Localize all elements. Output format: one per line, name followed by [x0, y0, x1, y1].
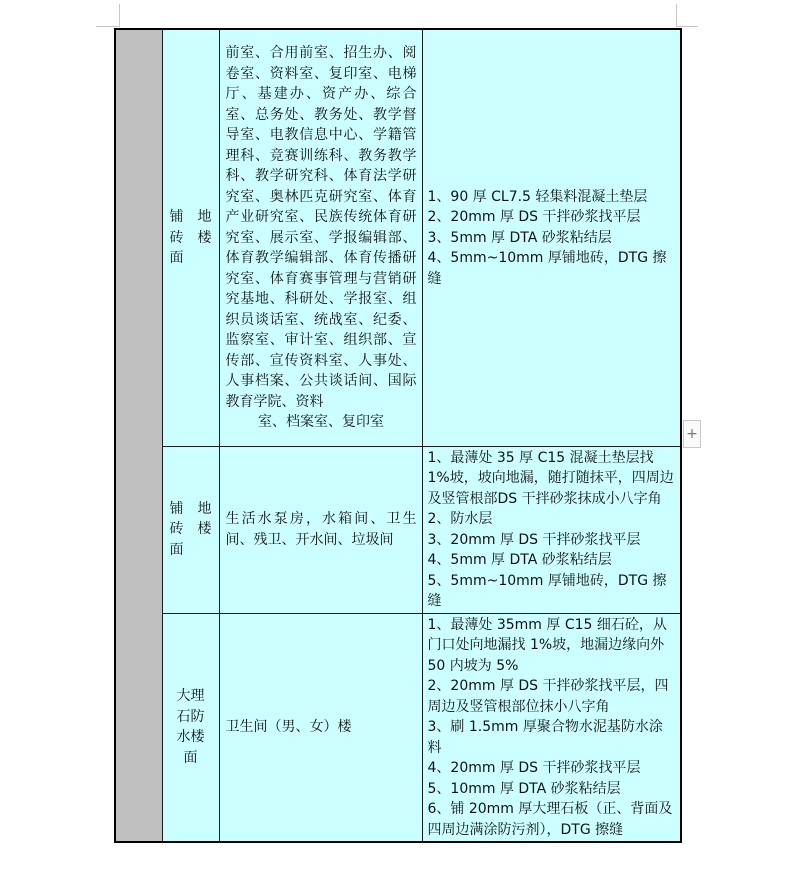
step-item: 2、20mm 厚 DS 干拌砂浆找平层 [427, 209, 641, 225]
page-corner-mark [119, 4, 120, 27]
step-item: 5、10mm 厚 DTA 砂浆粘结层 [427, 780, 621, 797]
step-item: 2、20mm 厚 DS 干拌砂浆找平层，四周边及竖管根部位抹小八字角 [427, 678, 669, 715]
construction-steps-cell [422, 29, 681, 446]
floor-type-label: 铺 地 砖 楼 面 [169, 500, 212, 558]
rooms-text: 前室、合用前室、招生办、阅卷室、资料室、复印室、电梯厅、基建办、资产办、综合室、总务处、教务处、教学督导室、电教信息中心、学籍管理科、竞赛训练科、教务教学科、教学研究科、体育法学研究室、奥林匹克研究室、体育产业研究室、民族传统体育研究室、展示室、学报编辑部、体育教学编辑部、体育传播研究室、体育赛事管理与营销研究基地、科研处、学报室、组织员谈话室、统战室、纪委、监察室、审计室、组织部、宣传部、宣传资料室、人事处、人事档案、公共谈话间、国际教育学院、资料 [225, 45, 417, 410]
floor-type-cell [162, 613, 219, 842]
step-item: 6、铺 20mm 厚大理石板（正、背面及四周边满涂防污剂），DTG 擦缝 [427, 801, 673, 838]
rooms-cell [219, 613, 422, 842]
rooms-text: 生活水泵房，水箱间、卫生间、残卫、开水间、垃圾间 [225, 511, 417, 548]
construction-steps-cell [422, 613, 681, 842]
page-corner-mark [96, 26, 120, 27]
step-item: 4、5mm 厚 DTA 砂浆粘结层 [427, 552, 612, 568]
floor-type-cell [162, 29, 219, 446]
gray-margin-column [115, 29, 162, 842]
step-item: 3、刷 1.5mm 厚聚合物水泥基防水涂料 [427, 719, 663, 756]
step-item: 2、防水层 [427, 511, 493, 527]
step-item: 4、5mm~10mm 厚铺地砖，DTG 擦缝 [427, 250, 667, 287]
table-row [115, 613, 681, 842]
step-item: 4、20mm 厚 DS 干拌砂浆找平层 [427, 760, 641, 776]
floor-type-cell [162, 446, 219, 613]
rooms-text-last: 室、档案室、复印室 [258, 414, 384, 430]
step-item: 3、20mm 厚 DS 干拌砂浆找平层 [427, 531, 641, 548]
step-item: 1、90 厚 CL7.5 轻集料混凝土垫层 [427, 188, 648, 205]
floor-type-label: 大理 石防 水楼 面 [176, 688, 205, 766]
step-item: 5、5mm~10mm 厚铺地砖，DTG 擦缝 [427, 572, 667, 609]
rooms-cell [219, 29, 422, 446]
construction-steps-cell [422, 446, 681, 613]
rooms-text: 卫生间（男、女）楼 [225, 719, 352, 735]
floor-finish-table [114, 28, 682, 843]
step-item: 1、最薄处 35mm 厚 C15 细石砼，从门口处向地漏找 1%坡，地漏边缘向外 50 内坡为 5% [427, 616, 667, 674]
step-item: 3、5mm 厚 DTA 砂浆粘结层 [427, 229, 612, 246]
page-corner-mark [676, 4, 677, 27]
floor-type-label: 铺 地 砖 楼 面 [169, 209, 212, 266]
page-corner-mark [677, 26, 698, 27]
table-row [115, 29, 681, 446]
add-row-button[interactable]: + [683, 420, 701, 448]
step-item: 1、最薄处 35 厚 C15 混凝土垫层找 1%坡，坡向地漏，随打随抹平，四周边及竖管根部DS 干拌砂浆抹成小八字角 [427, 449, 674, 507]
table-row [115, 446, 681, 613]
rooms-cell [219, 446, 422, 613]
